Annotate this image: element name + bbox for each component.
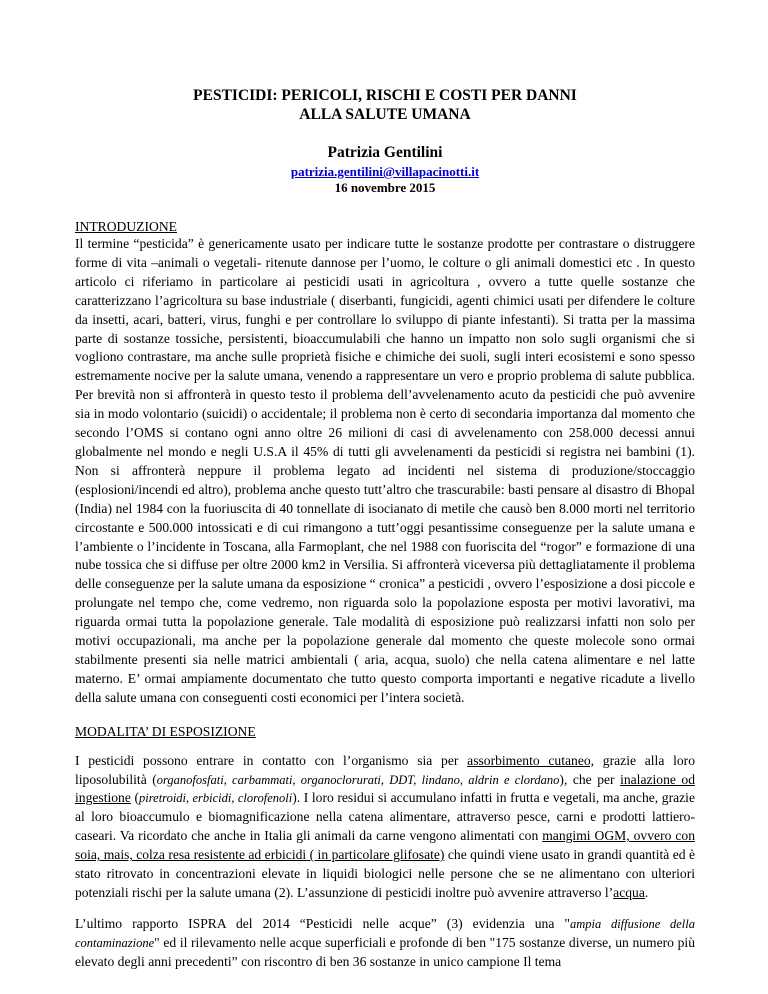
document-title xyxy=(75,86,695,124)
author-name: Patrizia Gentilini xyxy=(327,144,443,161)
author-email xyxy=(75,164,695,180)
modalita-paragraph-1: I pesticidi possono entrare in contatto con l’organismo sia per assorbimento cutaneo, grazie alla loro liposolubilità (organofosfati, carbammati, organoclorurati, DDT, lindano, aldrin e clordano), che per inalazione od ingestione (piretroidi, erbicidi, clorofenoli). I loro residui si accumulano infatti in frutta e vegetali, ma anche, grazie al loro bioaccumulo e biomagnificazione nella catena alimentare, attraverso pesce, carni e prodotti lattiero-caseari. Va ricordato che anche in Italia gli animali da carne vengono alimentati con mangimi OGM, ovvero con soia, mais, colza resa resistente ad erbicidi ( in particolare glifosate) che quindi viene usato in grandi quantità ed è stato ritrovato in concentrazioni elevate in liquidi biologici nelle persone che se ne alimentano con ulteriori potenziali rischi per la salute umana (2). L’assunzione di pesticidi inoltre può avvenire attraverso l’acqua. xyxy=(75,752,696,900)
section-heading-introduzione: INTRODUZIONE xyxy=(75,219,177,234)
introduzione-paragraph: Il termine “pesticida” è genericamente usato per indicare tutte le sostanze prodotte per contrastare o distruggere forme di vita –animali o vegetali- ritenute dannose per l’uomo, le colture o gli animali domestici etc . In questo articolo ci riferiamo in particolare ai pesticidi usati in agricoltura , ovvero a tutte quelle sostanze che caratterizzano l’agricoltura su base industriale ( diserbanti, fungicidi, agenti chimici usati per difendere le colture da insetti, acari, batteri, virus, funghi e per controllare lo sviluppo di piante infestanti). Si tratta per la massima parte di sostanze tossiche, persistenti, bioaccumulabili che hanno un impatto non solo sugli organismi che si vogliono contrastare, ma anche sulle proprietà fisiche e chimiche dei suoli, sugli interi ecosistemi e sono spesso estremamente nocive per la salute umana, venendo a rappresentare un vero e proprio problema di salute pubblica. Per brevità non si affronterà in questo testo il problema dell’avvelenamento acuto da pesticidi che può avvenire sia in modo volontario (suicidi) o accidentale; il problema non è certo di secondaria importanza dal momento che secondo l’OMS si contano ogni anno oltre 26 milioni di casi di avvelenamento con 258.000 decessi annui globalmente nel mondo e negli U.S.A il 45% di tutti gli avvelenamenti da pesticidi si registra nei bambini (1). Non si affronterà neppure il problema legato ad incidenti nel sistema di produzione/stoccaggio (esplosioni/incendi ed altro), problema anche questo tutt’altro che trascurabile: basti pensare al disastro di Bhopal (India) nel 1984 con la fuoriuscita di 40 tonnellate di isocianato di metile che causò ben 8.000 morti nel territorio circostante e 500.000 intossicati e di cui rimangono a tutt’oggi pesantissime conseguenze per la salute umana e l’ambiente o l’incidente in Toscana, alla Farmoplant, che nel 1988 con fuoriscita del “rogor” e formazione di una nube tossica che si diffuse per oltre 2000 km2 in Versilia. Si affronterà viceversa più dettagliatamente il problema delle conseguenze per la salute umana da esposizione “ cronica” a pesticidi , ovvero l’esposizione a dosi piccole e prolungate nel tempo che, come vedremo, non riguarda solo la popolazione esposta per motivi lavorativi, ma riguarda ormai tutta la popolazione generale. Tale modalità di esposizione può realizzarsi infatti non solo per motivi occupazionali, ma anche per la popolazione generale dal momento che queste molecole sono ormai stabilmente presenti sia nelle matrici ambientali ( aria, acqua, suolo) che nella catena alimentare e nel latte materno. E’ ormai ampiamente documentato che tutto questo comporta importanti e negative ricadute a livello della salute umana con conseguenti costi economici per l’intera società. xyxy=(75,236,695,705)
title-line-2: ALLA SALUTE UMANA xyxy=(299,106,471,123)
title-line-1: PESTICIDI: PERICOLI, RISCHI E COSTI PER DANNI xyxy=(193,87,577,104)
section-heading-modalita: MODALITA’ DI ESPOSIZIONE xyxy=(75,723,256,739)
document-page xyxy=(75,0,695,972)
email-link[interactable]: patrizia.gentilini@villapacinotti.it xyxy=(290,164,480,179)
modalita-paragraph-2: L’ultimo rapporto ISPRA del 2014 “Pesticidi nelle acque” (3) evidenzia una "ampia diffusione della contaminazione" ed il rilevamento nelle acque superficiali e profonde di ben "175 sostanze diverse, un numero più elevato degli anni precedenti” con riscontro di ben 36 sostanze in unico campione Il tema xyxy=(75,915,695,969)
document-date: 16 novembre 2015 xyxy=(334,180,436,195)
